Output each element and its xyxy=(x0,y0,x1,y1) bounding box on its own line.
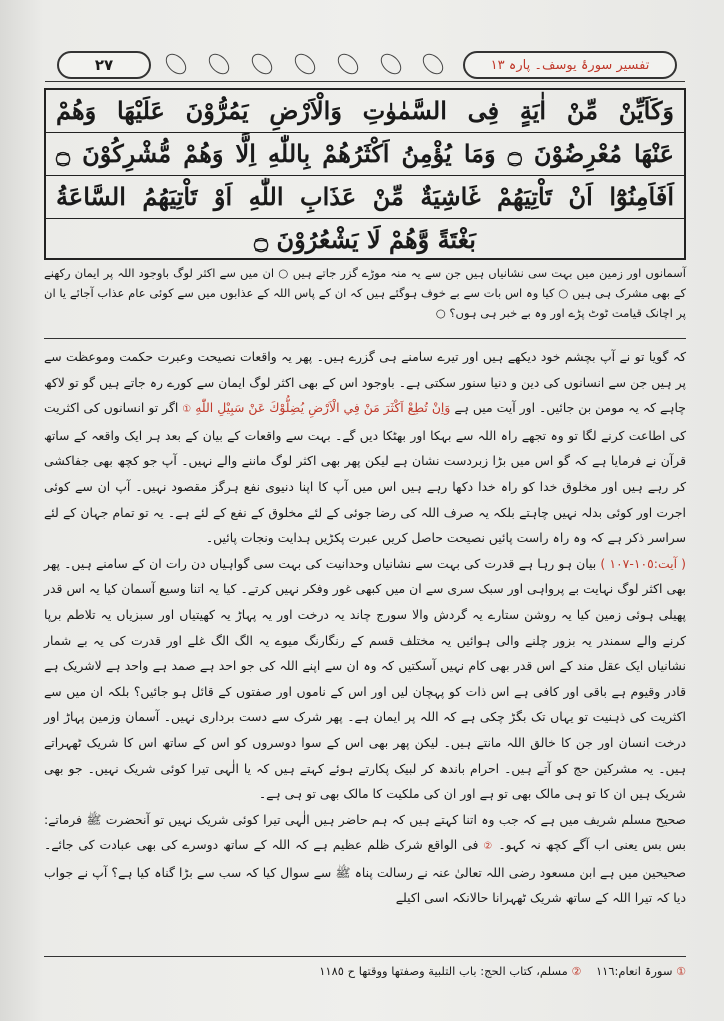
footnote-text: سورۃ انعام:١١٦ xyxy=(595,964,673,978)
commentary xyxy=(44,344,686,911)
page-number: ٢٧ xyxy=(57,51,151,79)
commentary-text: فی الواقع شرک ظلم عظیم ہے کہ اللہ کے ساتھ دوسرے کی بھی عبادت کی جائے۔ صحیحین میں ہے ابن مسعود رضی اللہ تعالیٰ عنہ نے رسالت پناہ ﷺ سے سوال کیا کہ سب سے بڑا گناہ کیا ہے؟ آپ نے جواب دیا کہ تیرا اللہ کے ساتھ شریک ٹھہرانا حالانکہ اسی اکیلے xyxy=(44,837,686,906)
translation-text: آسمانوں اور زمین میں بہت سی نشانیاں ہیں جن سے یہ منہ موڑے گزر جاتے ہیں ○ ان میں سے اکثر لوگ باوجود اللہ پر ایمان رکھنے کے بھی مشرک ہی ہیں ○ کیا وہ اس بات سے بے خوف ہوگئے ہیں کہ ان کے پاس اللہ کے عذابوں میں سے کوئی عام عذاب آجائے یا ان پر اچانک قیامت ٹوٹ پڑے اور وہ بے خبر ہی ہوں؟ ○ xyxy=(44,266,686,320)
commentary-text: اگر تو انسانوں کی اکثریت کی اطاعت کرنے لگا تو وہ تجھے راہ اللہ سے بہکا اور بھٹکا دیں گے۔ بہت سے واقعات کے بیان کے بعد ہر ایک واقعہ کے ساتھ قرآن نے فرمایا ہے کہ گو اس میں بڑا زبردست نشان ہے لیکن پھر بھی اکثر لوگ ماننے والے نہیں۔ آپ جو کچھ بھی جفاکشی کر رہے ہیں اور مخلوق خدا کو راہ خدا دکھا رہے ہیں اس میں آپ کا اپنا دنیوی نفع ہرگز مقصود نہیں۔ آپ ان سے کوئی اجرت اور کوئی بدلہ نہیں چاہتے بلکہ یہ صرف اللہ کی رضا جوئی کے لئے مخلوق کے نفع کے لئے ہے۔ یہ تو تمام جہان کے لئے سراسر ذکر ہے کہ وہ راہ راست پائیں نصیحت حاصل کریں عبرت پکڑیں ہدایت ونجات پائیں۔ xyxy=(44,400,686,546)
verse-line: بَغْتَةً وَّهُمْ لَا يَشْعُرُوْنَ ۝ xyxy=(254,225,476,254)
header-ornament xyxy=(155,53,455,75)
quran-verse-box xyxy=(44,88,686,260)
quran-quote: وَاِنْ تُطِعْ اَكْثَرَ مَنْ فِي الْاَرْضِ يُضِلُّوْكَ عَنْ سَبِيْلِ اللّٰهِ xyxy=(195,400,451,416)
verse-line: عَنْهَا مُعْرِضُوْنَ ۝ وَمَا يُؤْمِنُ اَكْثَرُهُمْ بِاللّٰهِ اِلَّا وَهُمْ مُّشْرِكُوْنَ ۝ xyxy=(46,133,684,176)
section-rule xyxy=(44,338,686,339)
commentary-text: صحیح مسلم شریف میں ہے کہ جب وہ اتنا کہتے ہیں کہ ہم حاضر ہیں الٰہی تیرا کوئی شریک نہیں تو آنحضرت ﷺ فرماتے: بس بس یعنی اب آگے کچھ نہ کہو۔ xyxy=(44,811,686,853)
verse-reference: ( آیت:١٠٥-١٠٧ ) xyxy=(600,555,686,571)
footnotes xyxy=(44,962,686,981)
page-header xyxy=(45,45,685,85)
verse-line: اَفَاَمِنُوْٓا اَنْ تَاْتِيَهُمْ غَاشِيَةٌ مِّنْ عَذَابِ اللّٰهِ اَوْ تَاْتِيَهُمُ السَّاعَةُ xyxy=(46,176,684,219)
footnote-marker: ② xyxy=(483,841,494,853)
running-title: تفسیر سورۂ یوسف۔ پارہ ١٣ xyxy=(463,51,677,79)
header-rule xyxy=(45,81,685,82)
footnote-marker: ② xyxy=(571,965,582,978)
footnote-marker: ① xyxy=(676,965,686,978)
commentary-text: بیان ہو رہا ہے قدرت کی بہت سے نشانیاں وحدانیت کی بہت سی گواہیاں دن رات ان کے سامنے ہیں۔ پھر بھی اکثر لوگ نہایت بے پرواہی اور سبک سری سے ان میں کبھی غور وفکر نہیں کرتے۔ کیا یہ اتنا وسیع آسمان کیا یہ اس قدر پھیلی ہوئی زمین کیا یہ روشن ستارے یہ گردش والا سورج چاند یہ درخت اور یہ پہاڑ یہ کھیتیاں اور سبزیاں یہ تلاطم برپا کرنے والے سمندر یہ بزور چلنے والی ہوائیں یہ مختلف قسم کے رنگارنگ میوے یہ الگ الگ غلے اور قدرت کی یہ بے شمار نشانیاں ایک عقل مند کے اس قدر بھی کام نہیں آسکتیں کہ وہ ان سے اپنے اللہ کی جو احد ہے صمد ہے واحد ہے لاشریک ہے قادر وقیوم ہے باقی اور کافی ہے اس ذات کو پہچان لیں اور اس کے ناموں اور صفتوں کے قائل ہو جائیں؟ بلکہ ان میں سے اکثریت کی ذہنیت تو یہاں تک بگڑ چکی ہے کہ اللہ پر ایمان ہے۔ پھر شرک سے دست برداری نہیں۔ آسمان وزمین پہاڑ اور درخت انسان اور جن کا خالق اللہ مانتے ہیں۔ لیکن پھر بھی اس کے سوا دوسروں کو اس کے ساتھ اس کا شریک ٹھہراتے ہیں۔ یہ مشرکین حج کو آتے ہیں۔ احرام باندھ کر لبیک پکارتے ہوئے کہتے ہیں کہ یا الٰہی تیرا کوئی شریک نہیں۔ جو بھی شریک ہیں ان کا تو ہی مالک بھی تو ہے اور ان کی ملکیت کا مالک بھی تو ہی ہے۔ xyxy=(44,555,686,802)
commentary-paragraph xyxy=(44,807,686,911)
footnote-rule xyxy=(44,956,686,957)
commentary-paragraph xyxy=(44,551,686,807)
commentary-text: کہ گویا تو نے آپ بچشم خود دیکھے ہیں اور تیرے سامنے ہی گزرے ہیں۔ پھر یہ واقعات نصیحت وعبرت حکمت وموعظت سے پر ہیں جن سے انسانوں کی دین و دنیا سنور سکتی ہے۔ باوجود اس کے بھی اکثر لوگ ایمان سے کورے رہ جاتے ہیں گو تو لاکھ چاہے کہ یہ مومن بن جائیں۔ اور آیت میں ہے xyxy=(44,349,686,416)
footnote-marker: ① xyxy=(182,404,192,416)
verse-translation xyxy=(44,263,686,323)
footnote-text: مسلم، کتاب الحج: باب التلبیة وصفتها ووقتها ح ١١٨٥ xyxy=(319,964,568,978)
verse-line: وَكَاَيِّنْ مِّنْ اٰيَةٍ فِى السَّمٰوٰتِ وَالْاَرْضِ يَمُرُّوْنَ عَلَيْهَا وَهُمْ xyxy=(46,90,684,133)
commentary-paragraph xyxy=(44,344,686,551)
